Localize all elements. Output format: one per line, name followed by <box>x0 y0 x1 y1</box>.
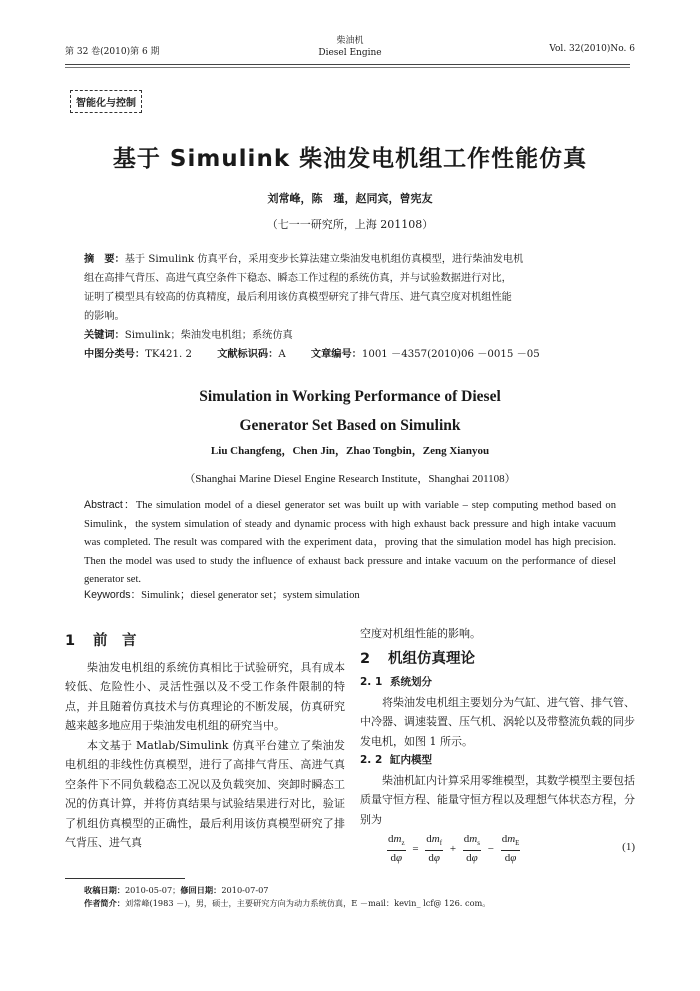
paragraph-continuation: 空度对机组性能的影响。 <box>360 627 481 640</box>
footnote-bio: 作者简介：刘常峰(1983 －)，男，硕士，主要研究方向为动力系统仿真，E －mail：kevin_ lcf@ 126. com。 <box>84 898 491 908</box>
abstract-cn-line: 组在高排气背压、高进气真空条件下稳态、瞬态工作过程的系统仿真，并与试验数据进行对比， <box>84 273 512 284</box>
equation-number: (1) <box>622 841 635 853</box>
abstract-cn-line: 证明了模型具有较高的仿真精度，最后利用该仿真模型研究了排气背压、进气真空度对机组性能 <box>84 292 512 303</box>
keywords-en: Keywords：Simulink；diesel generator set；system simulation <box>84 589 360 601</box>
classification-row: 中图分类号：TK421. 2 文献标识码：A 文章编号：1001 －4357(2010)06 －0015 －05 <box>84 349 540 360</box>
abstract-cn-label: 摘 要： <box>84 254 125 265</box>
equation-1: $\frac{dm_z}{d\varphi}$ = $\frac{dm_f}{d\varphi}$ + $\frac{dm_s}{d\varphi}$ − $\frac{dm_E}{d\varphi}$ (1) <box>388 833 635 865</box>
abstract-en: Abstract：The simulation model of a diesel generator set was built up with variable – step computing method based on Simulink，the system simulation of steady and dynamic process with high exhaust back pressure and high intake vacuum was completed. The result was compared with the experiment data，proving that the simulation model has high precision. Then the model was used to study the influence of exhaust back pressure and intake vacuum on the performance of diesel generator set. <box>84 499 616 586</box>
metadata-cn <box>84 326 540 364</box>
affiliation-cn: （七一一研究所，上海 201108） <box>266 218 434 231</box>
header-rule-thin <box>65 67 630 68</box>
journal-issue: 第 32 卷(2010)第 6 期 <box>65 47 160 57</box>
column-tag: 智能化与控制 <box>70 90 142 113</box>
affiliation-en: （Shanghai Marine Diesel Engine Research Institute，Shanghai 201108） <box>184 473 516 485</box>
subsection-heading: 2. 2 缸内模型 <box>360 754 432 766</box>
section-heading: 2 机组仿真理论 <box>360 650 475 667</box>
keywords-cn: 关键词：Simulink；柴油发电机组；系统仿真 <box>84 330 293 341</box>
abstract-cn <box>84 250 616 326</box>
journal-name-cn: 柴油机 <box>336 36 364 46</box>
journal-volume: Vol. 32(2010)No. 6 <box>549 44 635 54</box>
article-number: 1001 －4357(2010)06 －0015 －05 <box>361 349 540 360</box>
abstract-en-label: Abstract： <box>84 499 136 511</box>
subsection-heading: 2. 1 系统划分 <box>360 676 432 688</box>
authors-en: Liu Changfeng，Chen Jin，Zhao Tongbin，Zeng Xianyou <box>210 445 490 457</box>
paragraph: 柴油发电机组的系统仿真相比于试验研究，具有成本较低、危险性小、灵活性强以及不受工作条件限制的特点，并且随着仿真技术与仿真理论的不断发展，仿真研究越来越多地应用于柴油发电机组的研究当中。 <box>65 660 345 732</box>
right-column <box>360 624 635 829</box>
footnote-rule <box>65 878 185 879</box>
footnote-dates: 收稿日期：2010-05-07；修回日期：2010-07-07 <box>84 885 269 895</box>
abstract-cn-line: 的影响。 <box>84 311 125 322</box>
abstract-cn-line: 摘 要：基于 Simulink 仿真平台，采用变步长算法建立柴油发电机组仿真模型，进行柴油发电机 <box>84 254 524 265</box>
journal-name-en: Diesel Engine <box>318 48 382 58</box>
fraction: $\frac{dm_s}{d\varphi}$ <box>463 833 480 865</box>
paper-title-en: Simulation in Working Performance of Diesel Generator Set Based on Simulink <box>199 388 501 434</box>
fraction: $\frac{dm_f}{d\varphi}$ <box>426 833 443 865</box>
paper-title-cn: 基于 Simulink 柴油发电机组工作性能仿真 <box>112 146 588 172</box>
fraction: $\frac{dm_z}{d\varphi}$ <box>388 833 405 865</box>
doc-code: A <box>278 349 286 360</box>
paragraph: 将柴油发电机组主要划分为气缸、进气管、排气管、中冷器、调速装置、压气机、涡轮以及带整流负载的同步发电机，如图 1 所示。 <box>360 695 635 748</box>
authors-cn: 刘常峰，陈 瑾，赵同宾，曾宪友 <box>267 192 433 205</box>
left-column <box>65 632 345 853</box>
paragraph: 本文基于 Matlab/Simulink 仿真平台建立了柴油发电机组的非线性仿真模型，进行了高排气背压、高进气真空条件下不同负载稳态工况以及负载突加、突卸时瞬态工况的仿真计算，并将仿真结果与试验结果进行对比，验证了机组仿真模型的正确性，最后利用该仿真模型研究了排气背压、进气真 <box>65 738 345 849</box>
section-heading: 1 前 言 <box>65 633 137 649</box>
paragraph: 柴油机缸内计算采用零维模型，其数学模型主要包括质量守恒方程、能量守恒方程以及理想气体状态方程，分别为 <box>360 773 635 826</box>
header-rule <box>65 64 630 65</box>
fraction: $\frac{dm_E}{d\varphi}$ <box>501 833 520 865</box>
clc-number: TK421. 2 <box>145 349 192 360</box>
footnote <box>84 884 490 910</box>
